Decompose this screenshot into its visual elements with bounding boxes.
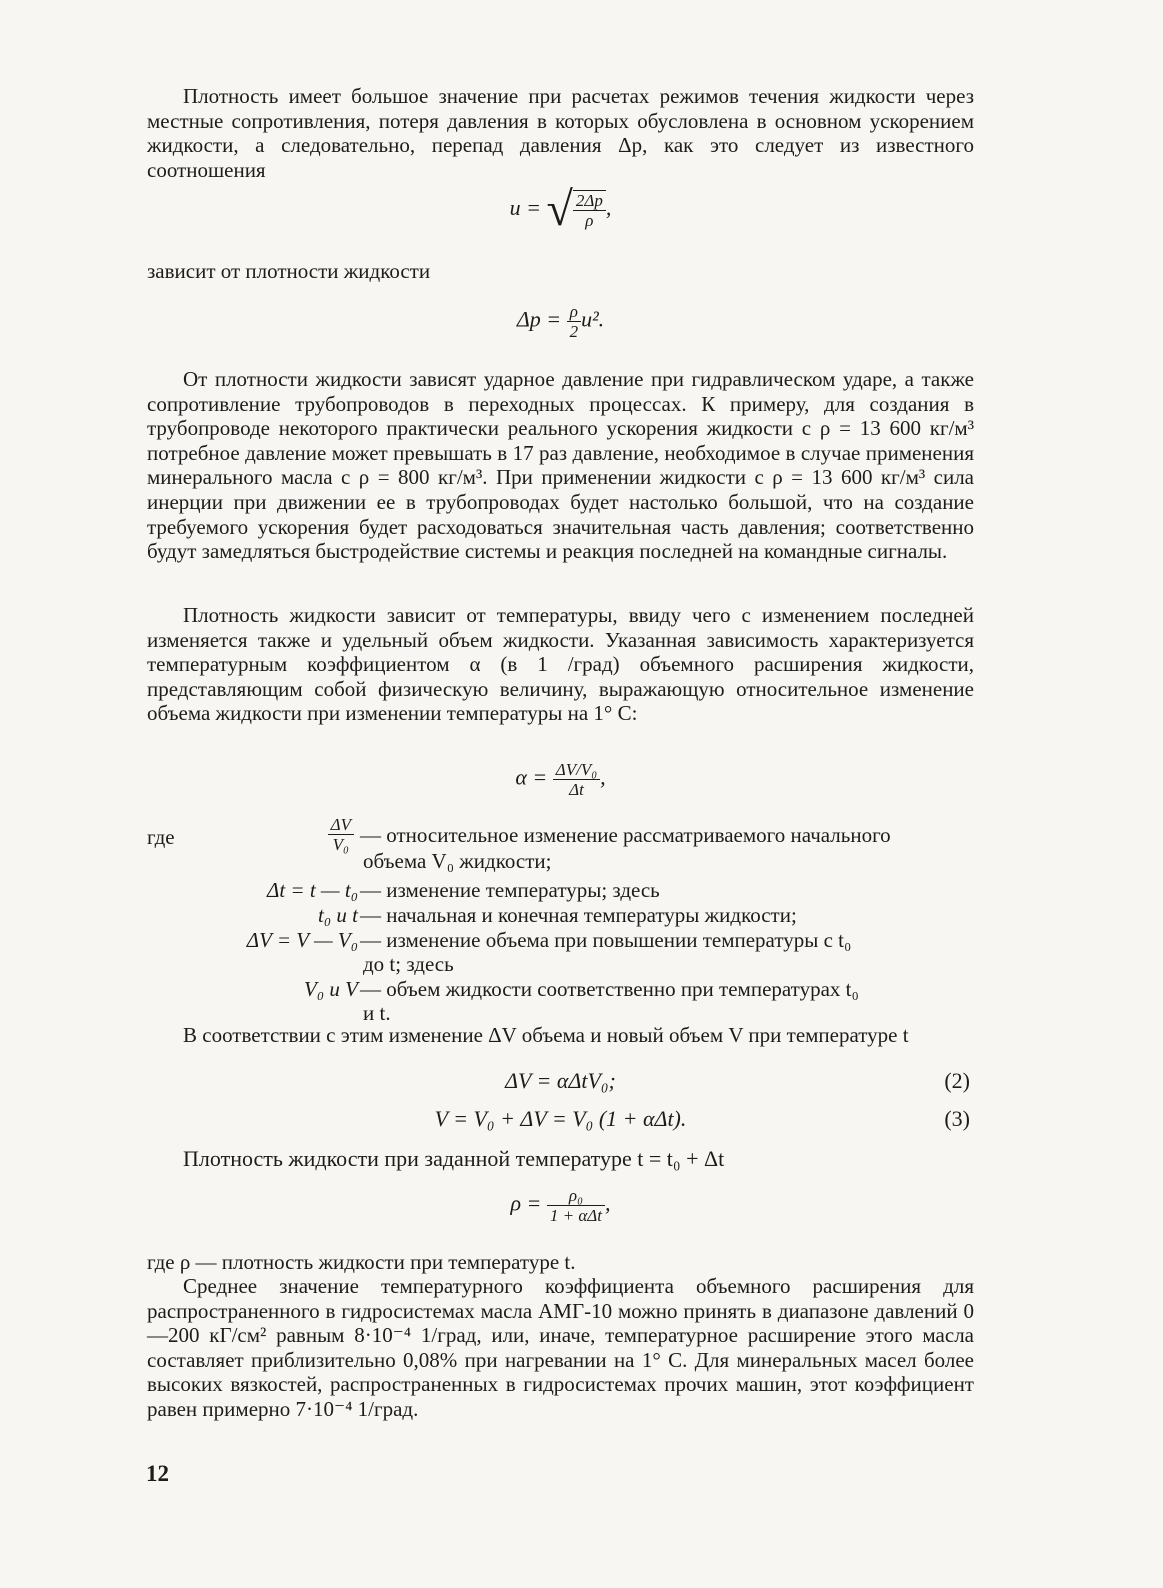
equation-3	[147, 1106, 974, 1136]
definition-symbol: t₀ и t	[318, 903, 358, 927]
fraction-denominator: V₀	[332, 835, 349, 854]
fraction-alpha	[553, 760, 600, 799]
definition-text: — относительное изменение рассматриваемого начального	[360, 823, 891, 847]
equation-alpha	[147, 760, 974, 799]
definition-text: — изменение температуры; здесь	[360, 878, 660, 902]
fraction-denominator: 1 + αΔt	[549, 1206, 602, 1225]
fraction-density	[547, 1186, 605, 1225]
paragraph-depends-density: зависит от плотности жидкости	[147, 259, 431, 283]
equation-pressure-drop	[147, 302, 974, 341]
equation-dp-rhs: u².	[581, 306, 605, 332]
definition-text: — изменение объема при повышении температуры с t₀	[360, 928, 852, 952]
equation-alpha-lhs: α =	[515, 764, 548, 790]
page-number: 12	[146, 1461, 169, 1486]
where-label: где	[147, 825, 175, 849]
equation-dp-lhs: Δp =	[516, 306, 562, 332]
definition-text-cont: до t; здесь	[363, 952, 454, 976]
fraction-denominator: ρ	[585, 211, 594, 230]
fraction-numerator: ΔV	[328, 815, 354, 835]
definition-symbol: Δt = t — t₀	[267, 878, 358, 902]
paragraph-water-hammer: От плотности жидкости зависят ударное давление при гидравлическом ударе, а также сопротивление трубопроводов в переходных процессах. К примеру, для создания в трубопроводе некоторого практически реального ускорения жидкости с ρ = 13 600 кг/м³ потребное давление может превышать в 17 раз давление, необходимое в случае применения минерального масла с ρ = 800 кг/м³. При применении жидкости с ρ = 13 600 кг/м³ сила инерции при движении ее в трубопроводах будет настолько большой, что на создание требуемого ускорения будет расходоваться значительная часть давления; соответственно будут замедляться быстродействие системы и реакция последней на командные сигналы.	[147, 367, 974, 564]
equation-2	[147, 1068, 974, 1098]
equation-density	[147, 1186, 974, 1225]
fraction-relative	[328, 815, 354, 854]
fraction-numerator: ΔV/V₀	[553, 760, 600, 780]
equation-density-end: ,	[605, 1190, 611, 1216]
equation-velocity-lhs: u =	[509, 195, 542, 221]
fraction-denominator: 2	[569, 322, 579, 341]
equation-2-expression: ΔV = αΔtV₀;	[505, 1068, 616, 1093]
definition-text: — начальная и конечная температуры жидкости;	[360, 903, 797, 927]
paragraph-amg10: Среднее значение температурного коэффициента объемного расширения для распространенного в гидросистемах масла АМГ-10 можно принять в диапазоне давлений 0—200 кГ/см² равным 8·10⁻⁴ 1/град, или, иначе, температурное расширение этого масла составляет приблизительно 0,08% при нагревании на 1° С. Для минеральных масел более высоких вязкостей, распространенных в гидросистемах прочих машин, этот коэффициент равен примерно 7·10⁻⁴ 1/град.	[147, 1274, 974, 1421]
definitions-list	[147, 815, 974, 1025]
definition-text-cont: и t.	[363, 1001, 391, 1025]
equation-velocity-end: ,	[605, 195, 612, 221]
equation-2-number: (2)	[944, 1068, 970, 1093]
paragraph-density-importance: Плотность имеет большое значение при расчетах режимов течения жидкости через местные сопротивления, потеря давления в которых обусловлена в основном ускорением жидкости, а следовательно, перепад давления Δp, как это следует из известного соотношения	[147, 84, 974, 182]
fraction-dp	[567, 302, 582, 341]
fraction-numerator: 2Δp	[573, 191, 606, 211]
fraction-velocity	[573, 190, 606, 230]
fraction-denominator: Δt	[569, 780, 584, 799]
fraction-numerator: ρ₀	[547, 1186, 605, 1206]
sqrt-sign-icon: √	[546, 183, 573, 236]
equation-velocity	[147, 183, 974, 236]
definition-symbol: ΔV = V — V₀	[246, 928, 358, 952]
paragraph-density-at-temp: Плотность жидкости при заданной температуре t = t₀ + Δt	[183, 1146, 725, 1171]
definition-symbol: V₀ и V	[304, 977, 358, 1001]
paragraph-temperature-dependence: Плотность жидкости зависит от температуры, ввиду чего с изменением последней изменяется также и удельный объем жидкости. Указанная зависимость характеризуется температурным коэффициентом α (в 1 /град) объемного расширения жидкости, представляющим собой физическую величину, выражающую относительное изменение объема жидкости при изменении температуры на 1° С:	[147, 603, 974, 726]
equation-3-expression: V = V₀ + ΔV = V₀ (1 + αΔt).	[434, 1106, 687, 1131]
paragraph-new-volume: В соответствии с этим изменение ΔV объема и новый объем V при температуре t	[183, 1023, 909, 1047]
equation-3-number: (3)	[944, 1106, 970, 1131]
definition-text: — объем жидкости соответственно при температурах t₀	[360, 977, 859, 1001]
paragraph-where-rho: где ρ — плотность жидкости при температуре t.	[147, 1250, 576, 1274]
definition-symbol	[328, 815, 354, 854]
equation-density-lhs: ρ =	[510, 1190, 542, 1216]
definition-text-cont: объема V₀ жидкости;	[363, 849, 552, 873]
fraction-numerator: ρ	[567, 302, 582, 322]
equation-alpha-end: ,	[600, 764, 606, 790]
